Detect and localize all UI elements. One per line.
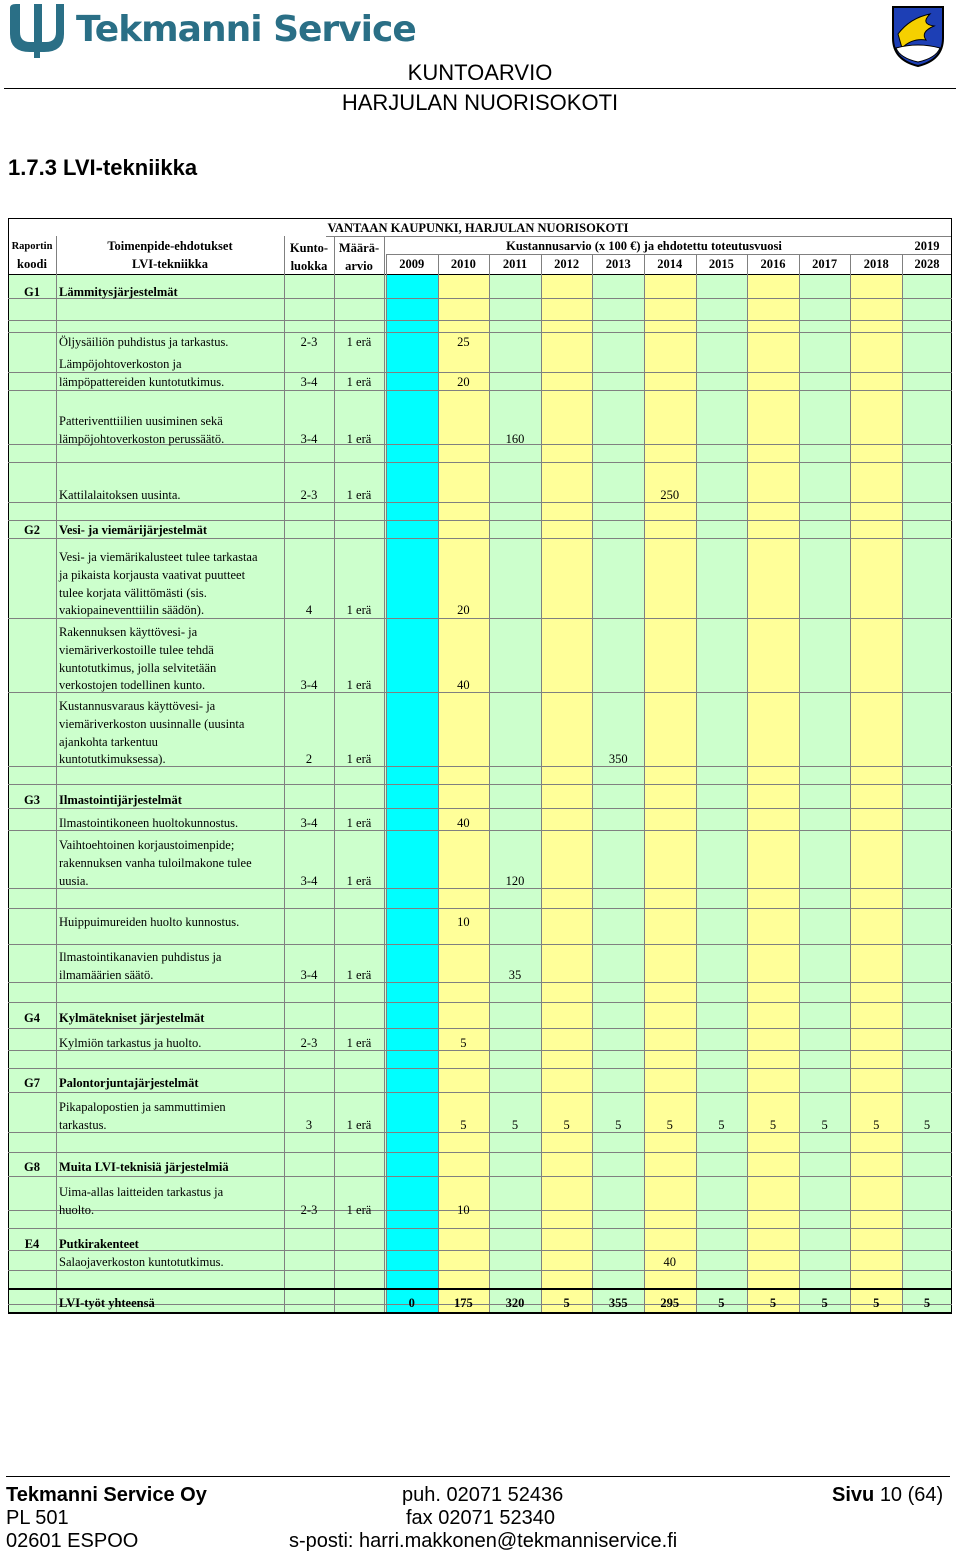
footer-phone: puh. 02071 52436 (402, 1484, 564, 1506)
row-line (8, 1002, 952, 1003)
action-text-line: vakiopaineventtiilin säädön). (59, 603, 205, 618)
cost-value-2011: 160 (505, 431, 525, 446)
row-line (8, 1068, 952, 1069)
condition-class: 4 (305, 603, 313, 618)
year-header-2013: 2013 (605, 257, 631, 271)
cost-value-2010: 5 (460, 1036, 467, 1050)
cost-value-2010: 40 (457, 816, 470, 830)
action-text-line: Pikapalopostien ja sammuttimien (59, 1100, 226, 1114)
footer-address2: 02601 ESPOO (6, 1530, 139, 1552)
row-line (8, 784, 952, 785)
action-text-line: Huippuimureiden huolto kunnostus. (59, 915, 240, 929)
group-code-G8: G8 (24, 1160, 40, 1174)
year-header-2010: 2010 (450, 257, 476, 271)
total-value: 320 (505, 1296, 525, 1310)
total-bottom-line (8, 1312, 952, 1314)
action-text-line: viemäriverkostoille tulee tehdä (59, 642, 214, 657)
group-title-G3: Ilmastointijärjestelmät (59, 793, 182, 807)
action-text-line: uusia. (59, 873, 89, 888)
row-line (8, 462, 952, 463)
action-text-line: huolto. (59, 1202, 95, 1217)
group-code-G3: G3 (24, 793, 40, 807)
row-line (8, 944, 952, 945)
quantity: 1 erä (346, 752, 372, 767)
total-label: LVI-työt yhteensä (59, 1296, 155, 1310)
quantity: 1 erä (346, 816, 372, 830)
code-header-1: Raportin (11, 241, 53, 252)
quantity: 1 erä (346, 488, 372, 502)
total-value: 5 (563, 1296, 570, 1310)
group-title-G1: Lämmitysjärjestelmät (59, 285, 178, 299)
cost-value-2011: 35 (508, 967, 522, 982)
total-value: 5 (923, 1296, 931, 1310)
condition-class: 3 (305, 1117, 313, 1132)
action-text-line: tarkastus. (59, 1117, 107, 1132)
action-text-line: Öljysäiliön puhdistus ja tarkastus. (59, 335, 229, 349)
action-text-line: Kylmiön tarkastus ja huolto. (59, 1036, 202, 1050)
total-value: 175 (454, 1296, 473, 1310)
cost-value-2016: 5 (769, 1117, 777, 1132)
condition-class: 3-4 (300, 678, 318, 693)
year-header-2012: 2012 (554, 257, 580, 271)
row-line (8, 320, 952, 321)
cost-value-2010: 5 (460, 1117, 467, 1132)
action-text-line: Rakennuksen käyttövesi- ja (59, 625, 198, 639)
quantity: 1 erä (346, 335, 372, 349)
action-header-1: Toimenpide-ehdotukset (107, 239, 233, 253)
year-column-2012 (541, 274, 593, 1314)
action-text-line: rakennuksen vanha tuloilmakone tulee (59, 855, 252, 870)
footer-email: s-posti: harri.makkonen@tekmanniservice.fi (289, 1530, 678, 1552)
cost-value-2010: 20 (457, 374, 470, 389)
last-year-header-2: 2028 (914, 257, 940, 271)
total-value: 0 (408, 1296, 415, 1310)
code-header-2: koodi (17, 257, 47, 271)
cost-value-2014: 40 (663, 1255, 677, 1269)
cost-value-2015: 5 (718, 1117, 725, 1132)
header-divider (4, 88, 956, 89)
cost-value-2014: 5 (666, 1117, 673, 1132)
group-code-G1: G1 (24, 285, 40, 299)
total-value: 295 (660, 1296, 680, 1310)
row-line (8, 1250, 952, 1251)
group-title-G8: Muita LVI-teknisiä järjestelmiä (59, 1160, 229, 1174)
quantity: 1 erä (346, 1202, 372, 1217)
total-value: 5 (873, 1296, 880, 1310)
cost-value-2014: 250 (660, 488, 680, 502)
year-header-2015: 2015 (708, 257, 734, 271)
doc-subtitle: HARJULAN NUORISOKOTI (341, 90, 619, 115)
cost-value-2010: 25 (457, 335, 470, 349)
action-text-line: kuntotutkimuksessa). (59, 752, 166, 767)
cost-value-2013: 5 (615, 1117, 622, 1132)
group-title-G7: Palontorjuntajärjestelmät (59, 1076, 199, 1090)
cost-table (8, 218, 952, 1314)
year-header-2018: 2018 (863, 257, 889, 271)
quantity: 1 erä (346, 967, 372, 982)
footer-address1: PL 501 (6, 1507, 69, 1529)
logo-text: Tekmanni Service (76, 9, 416, 50)
qty-header-1: Määrä- (338, 241, 380, 255)
action-text-line: verkostojen todellinen kunto. (59, 678, 206, 693)
cost-value-2018: 5 (873, 1117, 880, 1132)
cost-value-2010: 40 (457, 678, 470, 693)
quantity: 1 erä (346, 1117, 372, 1132)
footer-page-number: 10 (64) (879, 1484, 944, 1506)
action-text-line: Lämpöjohtoverkoston ja (59, 357, 182, 371)
total-value: 355 (608, 1296, 628, 1310)
action-text-line: ja pikaista korjausta vaativat puutteet (59, 567, 246, 582)
year-column-2010 (438, 274, 490, 1314)
quantity: 1 erä (346, 873, 372, 888)
year-column-2009 (386, 274, 438, 1314)
year-header-2017: 2017 (812, 257, 838, 271)
condition-class: 2-3 (300, 1202, 318, 1217)
footer-page-label: Sivu (832, 1484, 875, 1506)
action-text-line: lämpöjohtoverkoston perussäätö. (59, 431, 225, 446)
row-line (8, 520, 952, 521)
doc-title: KUNTOARVIO (407, 60, 553, 85)
quantity: 1 erä (346, 374, 372, 389)
quantity: 1 erä (346, 678, 372, 693)
row-line (8, 1228, 952, 1229)
row-line (8, 1028, 952, 1029)
row-line (8, 1152, 952, 1153)
row-line (8, 908, 952, 909)
group-title-G2: Vesi- ja viemärijärjestelmät (59, 523, 208, 537)
condition-class: 3-4 (300, 967, 318, 982)
cost-value-last: 5 (923, 1117, 931, 1132)
row-line (8, 332, 952, 333)
row-line (8, 888, 952, 889)
header-bottom-line (8, 274, 952, 275)
year-column-2016 (747, 274, 799, 1314)
cost-value-2013: 350 (608, 752, 628, 767)
total-value: 5 (821, 1296, 828, 1310)
quantity: 1 erä (346, 1036, 372, 1050)
section-title: 1.7.3 LVI-tekniikka (8, 155, 198, 180)
total-top-line (8, 1288, 952, 1290)
condition-class: 2 (305, 752, 313, 767)
quantity: 1 erä (346, 431, 372, 446)
condition-class: 3-4 (300, 873, 318, 888)
action-text-line: Vaihtoehtoinen korjaustoimenpide; (59, 838, 235, 852)
action-text-line: viemäriverkoston uusinnalle (uusinta (59, 716, 245, 731)
condition-class: 3-4 (300, 374, 318, 389)
tekmanni-logo-icon (6, 2, 68, 60)
action-text-line: Kustannusvaraus käyttövesi- ja (59, 699, 216, 713)
action-text-line: Ilmastointikanavien puhdistus ja (59, 950, 222, 964)
company-logo (6, 2, 416, 62)
action-text-line: Kattilalaitoksen uusinta. (59, 488, 181, 502)
class-header-2: luokka (290, 259, 328, 273)
condition-class: 2-3 (300, 335, 318, 349)
footer-company: Tekmanni Service Oy (6, 1484, 207, 1506)
year-header-2016: 2016 (760, 257, 786, 271)
footer-divider (6, 1476, 950, 1477)
condition-class: 3-4 (300, 816, 318, 830)
group-code-E4: E4 (24, 1237, 40, 1251)
action-text-line: Uima-allas laitteiden tarkastus ja (59, 1185, 224, 1199)
cost-value-2010: 10 (457, 915, 470, 929)
total-value: 5 (718, 1296, 725, 1310)
condition-class: 2-3 (300, 1036, 318, 1050)
year-header-2011: 2011 (502, 257, 528, 271)
row-line (8, 1176, 952, 1177)
cost-value-2010: 10 (457, 1202, 470, 1217)
action-text-line: kuntotutkimus, jolla selvitetään (59, 660, 217, 675)
row-line (8, 1092, 952, 1093)
cost-value-2010: 20 (457, 603, 470, 618)
footer-fax: fax 02071 52340 (406, 1507, 556, 1529)
top-caption: VANTAAN KAUPUNKI, HARJULAN NUORISOKOTI (327, 221, 629, 235)
last-year-header-1: 2019 (914, 239, 940, 253)
action-text-line: tulee korjata välittömästi (sis. (59, 585, 207, 600)
year-column-2018 (850, 274, 902, 1314)
year-column-2014 (644, 274, 696, 1314)
year-header-2014: 2014 (657, 257, 683, 271)
qty-header-2: arvio (345, 259, 373, 273)
year-header-2009: 2009 (399, 257, 425, 271)
condition-class: 3-4 (300, 431, 318, 446)
header-top-line (8, 218, 952, 219)
cost-value-2017: 5 (821, 1117, 828, 1132)
action-text-line: Ilmastointikoneen huoltokunnostus. (59, 816, 239, 830)
action-text-line: lämpöpattereiden kuntotutkimus. (59, 374, 225, 389)
cost-value-2012: 5 (563, 1117, 570, 1132)
total-value: 5 (769, 1296, 777, 1310)
action-text-line: ajankohta tarkentuu (59, 734, 158, 749)
cost-value-2011: 120 (505, 873, 525, 888)
class-header-1: Kunto- (289, 241, 329, 255)
group-title-E4: Putkirakenteet (59, 1237, 139, 1251)
vantaa-crest-icon (890, 4, 946, 68)
action-text-line: Salaojaverkoston kuntotutkimus. (59, 1255, 224, 1269)
action-header-2: LVI-tekniikka (132, 257, 208, 271)
action-text-line: ilmamäärien säätö. (59, 967, 154, 982)
group-code-G4: G4 (24, 1011, 40, 1025)
group-title-G4: Kylmätekniset järjestelmät (59, 1011, 205, 1025)
group-code-G2: G2 (24, 523, 40, 537)
cost-caption: Kustannusarvio (x 100 €) ja ehdotettu toteutusvuosi (506, 239, 782, 253)
footer-page (832, 1484, 943, 1507)
action-text-line: Vesi- ja viemärikalusteet tulee tarkastaa (59, 550, 258, 564)
condition-class: 2-3 (300, 488, 318, 502)
group-code-G7: G7 (24, 1076, 40, 1090)
action-text-line: Patteriventtiilien uusiminen sekä (59, 414, 223, 428)
quantity: 1 erä (346, 603, 372, 618)
cost-value-2011: 5 (511, 1117, 519, 1132)
